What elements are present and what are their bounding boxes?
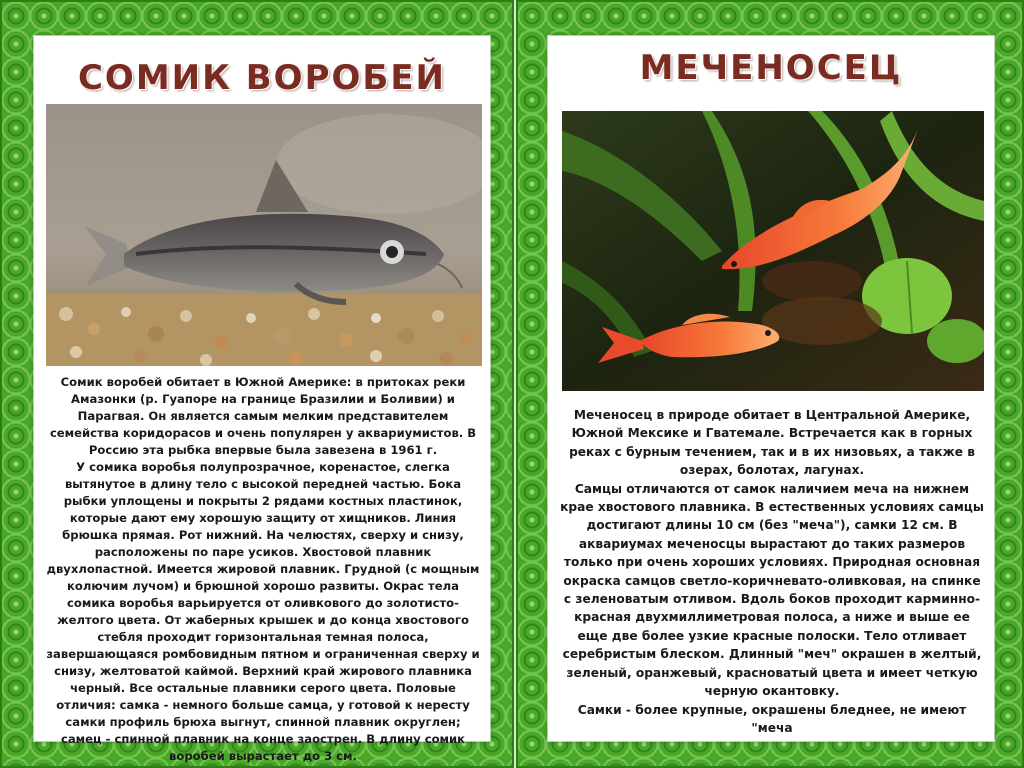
catfish-photo (46, 104, 482, 366)
catfish-paragraph-2: У сомика воробья полупрозрачное, коренастое, слегка вытянутое в длину тело с высокой передней частью. Бока рыбки уплощены и покрыты 2 рядами костных пластинок, которые дают ему хорошую защиту от хищников. Линия брюшка прямая. Рот нижний. На челюстях, сверху и снизу, расположены по паре усиков. Хвостовой плавник двухлопастной. Имеется жировой плавник. Грудной (с мощным колючим лучом) и брюшной хорошо развиты. Окрас тела сомика воробья варьируется от оливкового до золотисто-желтого цвета. От жаберных крышек и до конца хвостового стебля проходит горизонтальная темная полоса, завершающаяся ромбовидным пятном и ограниченная сверху и снизу, желтоватой каймой. Верхний край жирового плавника черный. Все остальные плавники серого цвета. Половые отличия: самка - немного больше самца, у готовой к нересту самки профиль брюха выгнут, спинной плавник округлен; самец - спинной плавник на конце заострен. В длину сомик воробей вырастает до 3 см. (46, 460, 480, 763)
swordtail-description (558, 406, 986, 737)
swordtail-paragraph-1: Меченосец в природе обитает в Центральной Америке, Южной Мексике и Гватемале. Встречается как в горных реках с бурным течением, так и в их низовьях, а также в озерах, болотах, лагунах. (569, 408, 975, 478)
swordtail-paragraph-2: Самцы отличаются от самок наличием меча на нижнем крае хвостового плавника. В естественных условиях самцы достигают длины 10 см (без "меча"), самки 12 см. В аквариумах меченосцы вырастают до таких размеров только при очень хороших условиях. Природная основная окраска самцов светло-коричневато-оливковая, на спинке с зеленоватым отливом. Вдоль боков проходит карминно-красная двухмиллиметровая полоса, а ниже и выше ее еще две более узкие красные полоски. Тело отливает серебристым блеском. Длинный "меч" окрашен в желтый, зеленый, оранжевый, красноватый цвета и имеет четкую черную окантовку. (560, 481, 984, 699)
swordtail-paragraph-3: Самки - более крупные, окрашены бледнее, не имеют "меча (577, 702, 967, 735)
catfish-card (34, 36, 490, 763)
swordtail-image (562, 111, 984, 391)
swordtail-card (548, 36, 994, 741)
catfish-image (46, 104, 482, 366)
swordtail-title: МЕЧЕНОСЕЦ (639, 48, 903, 88)
catfish-title: СОМИК ВОРОБЕЙ (77, 58, 446, 98)
swordtail-photo (562, 111, 984, 391)
catfish-description (44, 374, 482, 765)
catfish-paragraph-1: Сомик воробей обитает в Южной Америке: в притоках реки Амазонки (р. Гуапоре на границе Бразилии и Боливии) и Парагвая. Он является самым мелким представителем семейства коридорасов и очень популярен у аквариумистов. В Россию эта рыбка впервые была завезена в 1961 г. (49, 375, 477, 457)
right-panel-background (516, 0, 1024, 768)
